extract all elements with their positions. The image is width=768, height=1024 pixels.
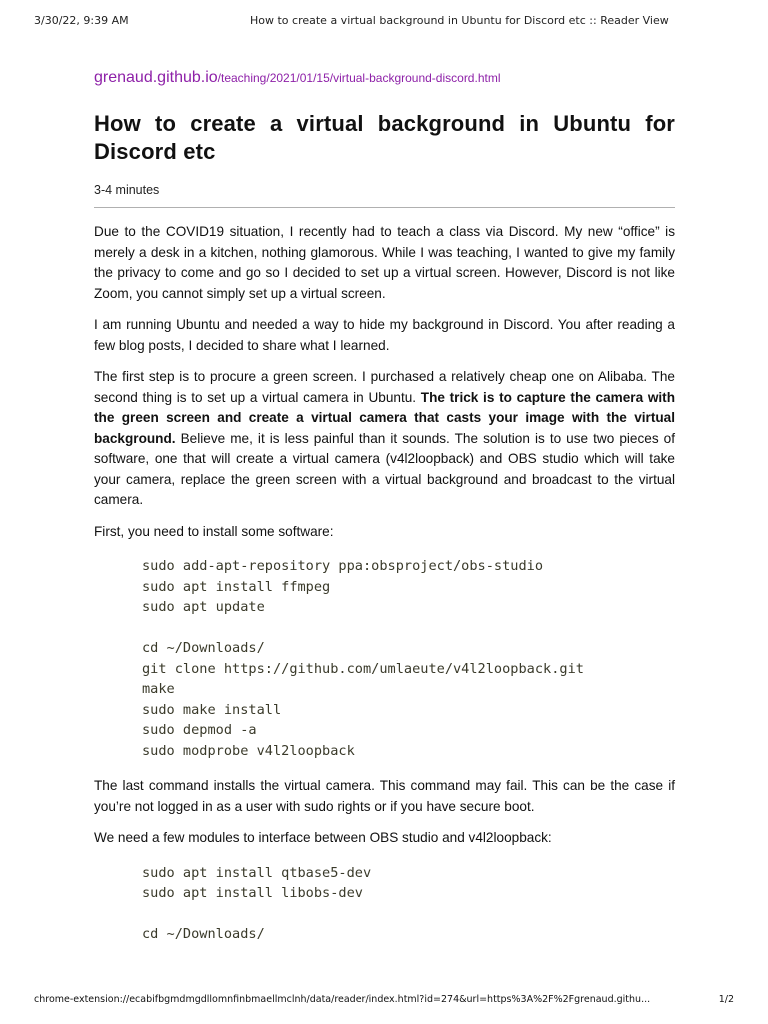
- code-block-install: [142, 556, 675, 761]
- print-footer: [34, 994, 734, 1008]
- article-content: [94, 222, 675, 945]
- code-line: [142, 904, 675, 925]
- paragraph-bold-text: The trick is to capture the camera with the green screen and create a virtual camera that casts your image with the virtual background.: [94, 389, 676, 446]
- code-line: sudo apt install ffmpeg: [142, 578, 331, 595]
- code-line: sudo apt install qtbase5-dev: [142, 864, 372, 881]
- paragraph-install-intro: First, you need to install some software:: [94, 523, 334, 539]
- article-title: How to create a virtual background in Ubuntu for Discord etc: [94, 111, 675, 164]
- source-path: /teaching/2021/01/15/virtual-background-discord.html: [217, 71, 501, 85]
- paragraph-modules: We need a few modules to interface between OBS studio and v4l2loopback:: [94, 830, 552, 845]
- header-divider: [94, 207, 675, 208]
- code-line: make: [142, 681, 175, 697]
- code-block-modules: [142, 863, 675, 945]
- print-page-title: How to create a virtual background in Ubuntu for Discord etc :: Reader View: [250, 14, 669, 27]
- print-header: [34, 14, 734, 30]
- article-source: [94, 68, 675, 88]
- reading-time: 3-4 minutes: [94, 183, 160, 197]
- paragraph-last-command: The last command installs the virtual camera. This command may fail. This can be the case if you’re not logged in as a user with sudo rights or if you have secure boot.: [94, 778, 675, 814]
- paragraph-intro: Due to the COVID19 situation, I recently had to teach a class via Discord. My new “office” is merely a desk in a kitchen, nothing glamorous. While I was teaching, I wanted to give my family the privacy to come and go so I decided to set up a virtual screen. However, Discord is not like Zoom, you cannot simply set up a virtual screen.: [94, 224, 675, 301]
- code-line: cd ~/Downloads/: [142, 926, 265, 942]
- paragraph-ubuntu: I am running Ubuntu and needed a way to hide my background in Discord. You after reading a few blog posts, I decided to share what I learned.: [94, 317, 675, 353]
- article: [94, 68, 675, 960]
- code-line: sudo add-apt-repository ppa:obsproject/obs-studio: [142, 558, 544, 574]
- code-line: [142, 618, 675, 639]
- paragraph-text: The first step is to procure a green screen. I purchased a relatively cheap one on Alibaba. The second thing is to set up a virtual camera in Ubuntu.: [94, 369, 675, 405]
- source-domain-link[interactable]: grenaud.github.io: [94, 69, 218, 86]
- code-line: git clone https://github.com/umlaeute/v4l2loopback.git: [142, 660, 584, 677]
- page-number: 1/2: [718, 994, 734, 1005]
- code-line: sudo apt update: [142, 599, 265, 615]
- code-line: cd ~/Downloads/: [142, 640, 265, 656]
- print-url: chrome-extension://ecabifbgmdmgdllomnfinbmaellmclnh/data/reader/index.html?id=274&url=https%3A%2F%2Fgrenaud.githu...: [34, 994, 651, 1005]
- code-line: sudo modprobe v4l2loopback: [142, 742, 355, 759]
- print-datetime: 3/30/22, 9:39 AM: [34, 14, 129, 27]
- paragraph-text: Believe me, it is less painful than it sounds. The solution is to use two pieces of software, one that will create a virtual camera (v4l2loopback) and OBS studio which will take your camera, replace the green screen with a virtual background and broadcast to the virtual camera.: [94, 430, 675, 507]
- code-line: sudo make install: [142, 701, 282, 718]
- code-line: sudo depmod -a: [142, 722, 257, 738]
- code-line: sudo apt install libobs-dev: [142, 885, 363, 901]
- paragraph-green-screen: [94, 367, 675, 511]
